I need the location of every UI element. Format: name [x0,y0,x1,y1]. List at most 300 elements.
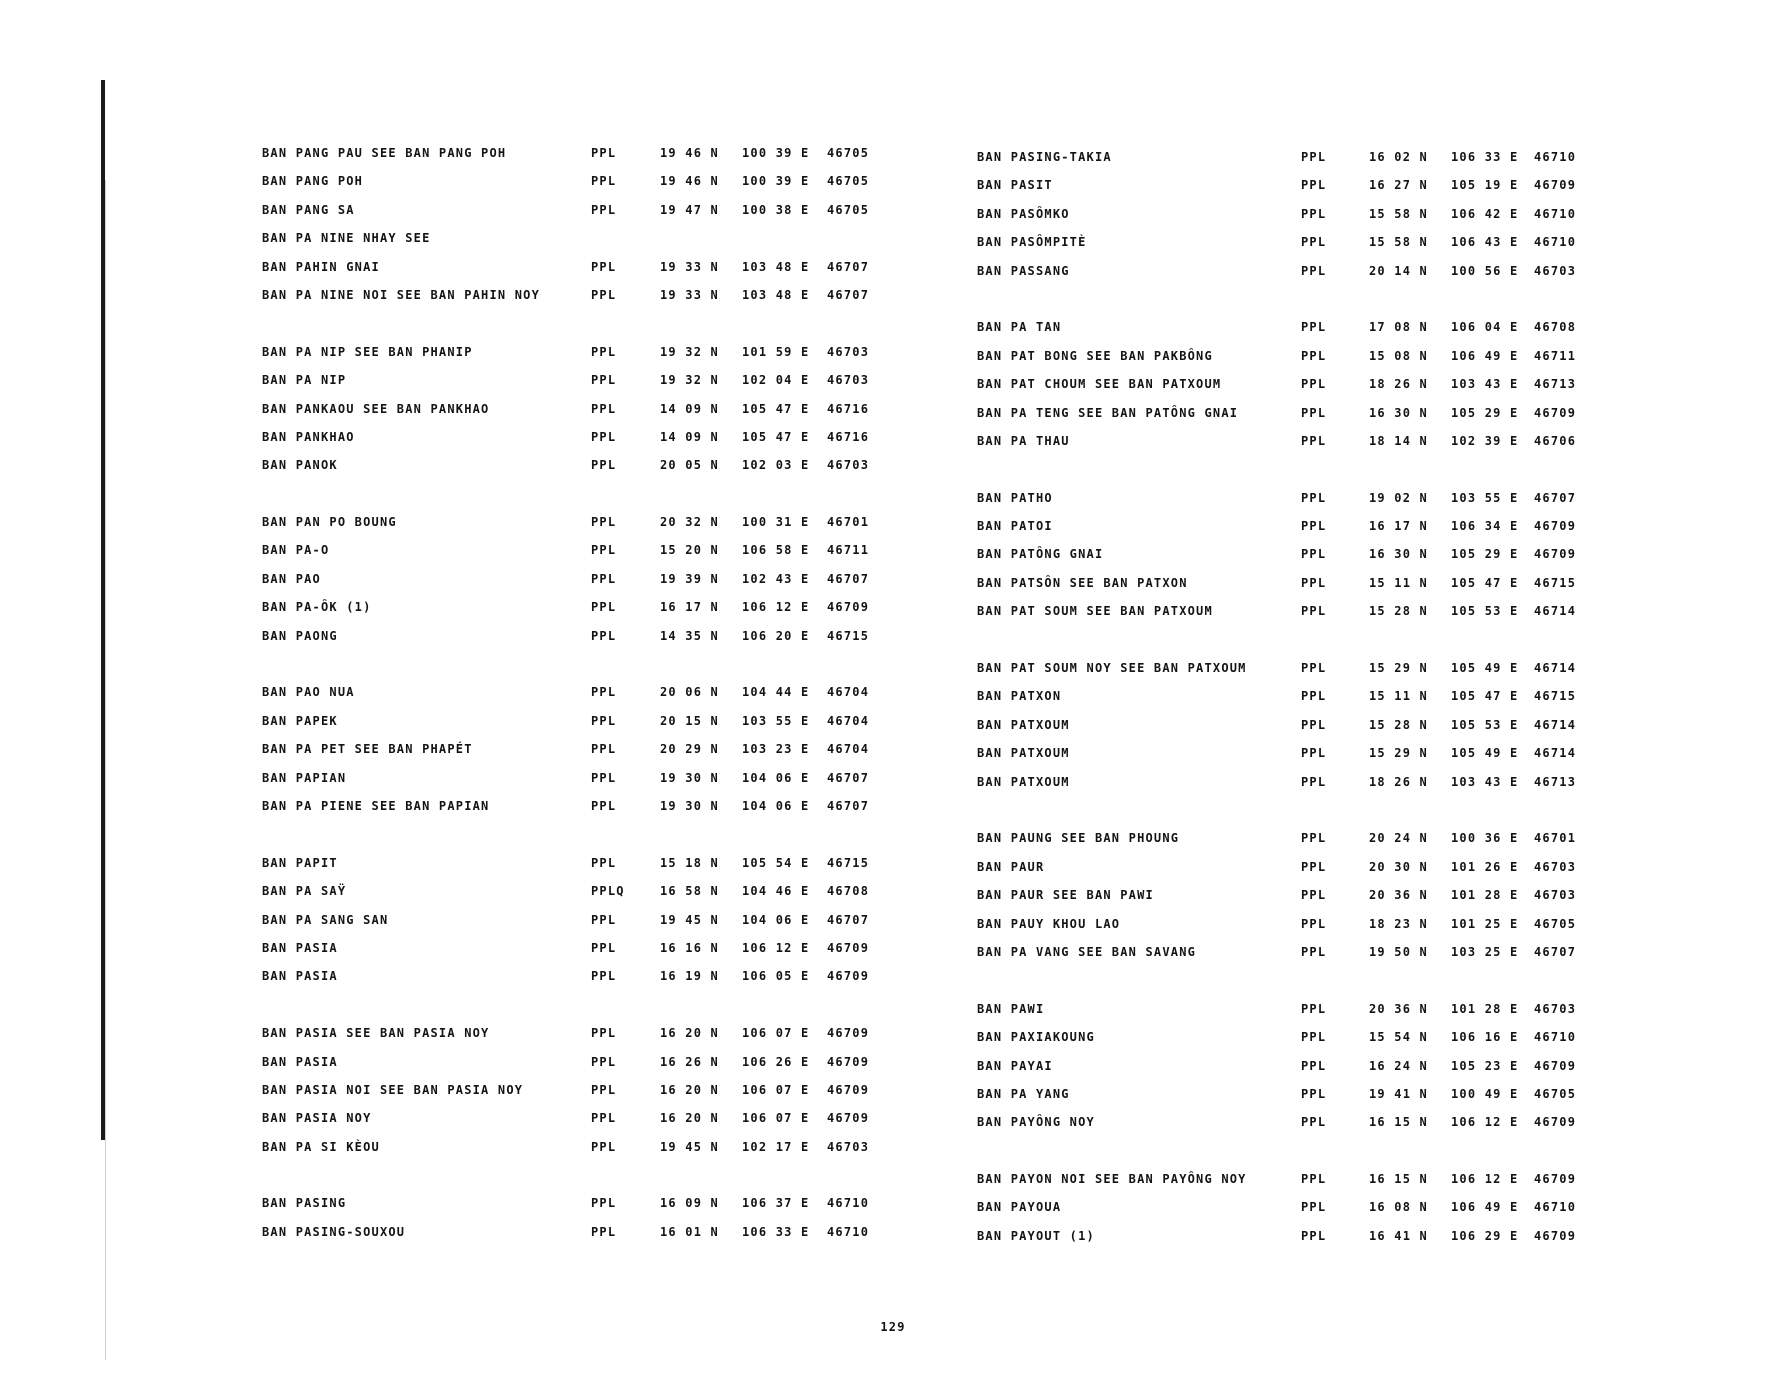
feature-class: PPL [591,344,617,359]
gazetteer-entry [977,1002,1597,1030]
map-sheet-number: 46705 [1534,1086,1577,1101]
gazetteer-entry [262,345,902,373]
gazetteer-entry [977,1059,1597,1087]
place-name: BAN PAYAI [977,1058,1053,1073]
gazetteer-entry [977,150,1597,178]
gazetteer-entry [977,1229,1597,1257]
gazetteer-right-column [977,150,1597,1257]
longitude: 105 47 E [1451,575,1519,590]
longitude: 106 12 E [1451,1172,1519,1187]
gazetteer-entry [977,377,1597,405]
longitude: 106 43 E [1451,235,1519,250]
gazetteer-entry [262,572,902,600]
place-name: BAN PAT CHOUM SEE BAN PATXOUM [977,377,1222,392]
feature-class: PPL [591,685,617,700]
place-name: BAN PAYON NOI SEE BAN PAYÔNG NOY [977,1172,1247,1187]
gazetteer-entry [977,831,1597,859]
place-name: BAN PATXOUM [977,746,1070,761]
latitude: 16 20 N [660,1111,719,1126]
feature-class: PPL [591,287,617,302]
latitude: 19 45 N [660,912,719,927]
feature-class: PPL [591,628,617,643]
longitude: 106 16 E [1451,1030,1519,1045]
feature-class: PPL [591,912,617,927]
place-name: BAN PAT SOUM NOY SEE BAN PATXOUM [977,661,1247,676]
gazetteer-entry [262,1083,902,1111]
longitude: 106 20 E [742,628,810,643]
gazetteer-entry [977,746,1597,774]
longitude: 101 28 E [1451,1001,1519,1016]
gazetteer-entry [262,458,902,486]
map-sheet-number: 46704 [827,742,870,757]
gazetteer-entry [977,491,1597,519]
gazetteer-entry [262,373,902,401]
place-name: BAN PANG PAU SEE BAN PANG POH [262,146,507,160]
longitude: 102 03 E [742,458,810,473]
latitude: 18 14 N [1369,433,1428,448]
latitude: 19 41 N [1369,1086,1428,1101]
feature-class: PPL [1301,519,1327,534]
longitude: 106 33 E [1451,150,1519,164]
latitude: 19 50 N [1369,944,1428,959]
map-sheet-number: 46705 [827,174,870,189]
map-sheet-number: 46716 [827,401,870,416]
gazetteer-entry [262,941,902,969]
gazetteer-entry [262,515,902,543]
gazetteer-entry [262,402,902,430]
longitude: 101 59 E [742,344,810,359]
latitude: 16 09 N [660,1196,719,1211]
feature-class: PPL [591,1224,617,1239]
feature-class: PPL [1301,888,1327,903]
map-sheet-number: 46707 [827,798,870,813]
latitude: 19 30 N [660,770,719,785]
feature-class: PPL [1301,178,1327,193]
map-sheet-number: 46703 [1534,1001,1577,1016]
place-name: BAN PA SANG SAN [262,912,389,927]
feature-class: PPL [591,146,617,160]
feature-class: PPL [1301,944,1327,959]
feature-class: PPL [1301,1172,1327,1187]
latitude: 16 19 N [660,969,719,984]
map-sheet-number: 46705 [827,146,870,160]
map-sheet-number: 46707 [827,770,870,785]
longitude: 104 44 E [742,685,810,700]
latitude: 16 41 N [1369,1228,1428,1243]
place-name: BAN PASIA SEE BAN PASIA NOY [262,1026,490,1041]
map-sheet-number: 46704 [827,713,870,728]
gazetteer-entry [977,718,1597,746]
map-sheet-number: 46709 [1534,1115,1577,1130]
place-name: BAN PA NIP SEE BAN PHANIP [262,344,473,359]
place-name: BAN PASÔMPITÈ [977,235,1087,250]
feature-class: PPL [1301,1086,1327,1101]
feature-class: PPL [591,600,617,615]
feature-class: PPL [1301,774,1327,789]
gazetteer-entry [262,714,902,742]
map-sheet-number: 46707 [827,287,870,302]
map-sheet-number: 46707 [827,571,870,586]
place-name: BAN PAO NUA [262,685,355,700]
feature-class: PPL [1301,604,1327,619]
page-number: 129 [880,1320,906,1334]
latitude: 16 58 N [660,884,719,899]
longitude: 106 49 E [1451,348,1519,363]
latitude: 19 32 N [660,373,719,388]
map-sheet-number: 46701 [827,515,870,530]
longitude: 103 48 E [742,259,810,274]
place-name: BAN PAXIAKOUNG [977,1030,1095,1045]
map-sheet-number: 46706 [1534,433,1577,448]
latitude: 19 33 N [660,287,719,302]
latitude: 19 02 N [1369,490,1428,505]
feature-class: PPL [1301,575,1327,590]
latitude: 16 02 N [1369,150,1428,164]
map-sheet-number: 46709 [827,1026,870,1041]
place-name: BAN PATXOUM [977,774,1070,789]
latitude: 16 24 N [1369,1058,1428,1073]
feature-class: PPL [1301,150,1327,164]
place-name: BAN PANOK [262,458,338,473]
place-name: BAN PATXOUM [977,717,1070,732]
latitude: 15 58 N [1369,235,1428,250]
latitude: 15 54 N [1369,1030,1428,1045]
feature-class: PPL [591,174,617,189]
latitude: 16 27 N [1369,178,1428,193]
feature-class: PPL [591,713,617,728]
feature-class: PPL [591,543,617,558]
longitude: 105 53 E [1451,604,1519,619]
longitude: 106 07 E [742,1026,810,1041]
gazetteer-entry [262,288,902,316]
longitude: 106 12 E [742,600,810,615]
longitude: 101 28 E [1451,888,1519,903]
gazetteer-entry [977,860,1597,888]
feature-class: PPL [591,515,617,530]
gazetteer-entry [977,178,1597,206]
gazetteer-entry [262,231,902,259]
longitude: 105 47 E [742,429,810,444]
feature-class: PPL [591,259,617,274]
place-name: BAN PA NINE NHAY SEE [262,231,431,246]
map-sheet-number: 46716 [827,429,870,444]
feature-class: PPLQ [591,884,625,899]
gazetteer-entry [977,1087,1597,1115]
longitude: 106 58 E [742,543,810,558]
latitude: 19 47 N [660,202,719,217]
gazetteer-left-column [262,146,902,1253]
feature-class: PPL [591,770,617,785]
map-sheet-number: 46709 [1534,1172,1577,1187]
latitude: 16 26 N [660,1054,719,1069]
longitude: 103 43 E [1451,377,1519,392]
latitude: 15 20 N [660,543,719,558]
place-name: BAN PA TENG SEE BAN PATÔNG GNAI [977,405,1239,420]
feature-class: PPL [1301,1200,1327,1215]
feature-class: PPL [1301,377,1327,392]
gazetteer-entry [977,264,1597,292]
longitude: 106 12 E [1451,1115,1519,1130]
latitude: 19 30 N [660,798,719,813]
place-name: BAN PAWI [977,1001,1045,1016]
gazetteer-entry [977,689,1597,717]
latitude: 20 06 N [660,685,719,700]
longitude: 102 17 E [742,1139,810,1154]
place-name: BAN PANKHAO [262,429,355,444]
latitude: 20 05 N [660,458,719,473]
place-name: BAN PAONG [262,628,338,643]
map-sheet-number: 46709 [827,600,870,615]
gazetteer-entry [262,1026,902,1054]
place-name: BAN PAT BONG SEE BAN PAKBÔNG [977,348,1213,363]
gazetteer-entry [262,1196,902,1224]
latitude: 20 32 N [660,515,719,530]
place-name: BAN PAPIAN [262,770,347,785]
latitude: 15 18 N [660,855,719,870]
gazetteer-entry [262,146,902,174]
place-name: BAN PA YANG [977,1086,1070,1101]
gazetteer-entry [977,235,1597,263]
map-sheet-number: 46710 [1534,1200,1577,1215]
longitude: 106 42 E [1451,206,1519,221]
feature-class: PPL [591,458,617,473]
place-name: BAN PA TAN [977,320,1062,335]
latitude: 18 26 N [1369,774,1428,789]
feature-class: PPL [1301,547,1327,562]
gazetteer-entry [977,207,1597,235]
feature-class: PPL [591,855,617,870]
feature-class: PPL [591,1082,617,1097]
place-name: BAN PASIA [262,969,338,984]
gazetteer-entry [262,174,902,202]
longitude: 106 12 E [742,940,810,955]
gazetteer-entry [262,600,902,628]
longitude: 102 43 E [742,571,810,586]
feature-class: PPL [1301,320,1327,335]
gazetteer-entry [262,430,902,458]
place-name: BAN PATSÔN SEE BAN PATXON [977,575,1188,590]
map-sheet-number: 46714 [1534,746,1577,761]
map-sheet-number: 46703 [1534,263,1577,278]
longitude: 105 53 E [1451,717,1519,732]
longitude: 103 48 E [742,287,810,302]
map-sheet-number: 46710 [1534,235,1577,250]
map-sheet-number: 46708 [1534,320,1577,335]
longitude: 100 31 E [742,515,810,530]
latitude: 15 58 N [1369,206,1428,221]
place-name: BAN PASÔMKO [977,206,1070,221]
longitude: 103 25 E [1451,944,1519,959]
feature-class: PPL [1301,1115,1327,1130]
map-sheet-number: 46710 [827,1196,870,1211]
latitude: 16 30 N [1369,405,1428,420]
place-name: BAN PAT SOUM SEE BAN PATXOUM [977,604,1213,619]
feature-class: PPL [1301,235,1327,250]
feature-class: PPL [1301,1001,1327,1016]
place-name: BAN PANG SA [262,202,355,217]
place-name: BAN PAYÔNG NOY [977,1115,1095,1130]
feature-class: PPL [1301,348,1327,363]
gazetteer-entry [977,945,1597,973]
map-sheet-number: 46709 [1534,178,1577,193]
longitude: 106 29 E [1451,1228,1519,1243]
place-name: BAN PASING-SOUXOU [262,1224,406,1239]
gazetteer-entry [262,1225,902,1253]
map-sheet-number: 46709 [1534,405,1577,420]
gazetteer-entry [977,1030,1597,1058]
feature-class: PPL [591,742,617,757]
longitude: 100 39 E [742,146,810,160]
place-name: BAN PA PET SEE BAN PHAPÉT [262,742,473,757]
feature-class: PPL [1301,433,1327,448]
latitude: 20 24 N [1369,831,1428,846]
map-sheet-number: 46708 [827,884,870,899]
place-name: BAN PA NIP [262,373,347,388]
map-sheet-number: 46715 [1534,575,1577,590]
place-name: BAN PAHIN GNAI [262,259,380,274]
map-sheet-number: 46715 [1534,689,1577,704]
scan-edge-line [105,180,106,1360]
feature-class: PPL [591,429,617,444]
feature-class: PPL [591,1054,617,1069]
latitude: 18 23 N [1369,916,1428,931]
latitude: 15 28 N [1369,717,1428,732]
place-name: BAN PAPIT [262,855,338,870]
longitude: 101 26 E [1451,859,1519,874]
longitude: 106 49 E [1451,1200,1519,1215]
map-sheet-number: 46703 [827,344,870,359]
longitude: 104 46 E [742,884,810,899]
latitude: 16 17 N [660,600,719,615]
latitude: 16 15 N [1369,1172,1428,1187]
longitude: 106 26 E [742,1054,810,1069]
gazetteer-entry [977,1172,1597,1200]
feature-class: PPL [1301,831,1327,846]
feature-class: PPL [1301,1030,1327,1045]
map-sheet-number: 46703 [827,458,870,473]
place-name: BAN PATOI [977,519,1053,534]
place-name: BAN PAUNG SEE BAN PHOUNG [977,831,1180,846]
feature-class: PPL [591,1111,617,1126]
gazetteer-entry [977,349,1597,377]
longitude: 100 38 E [742,202,810,217]
latitude: 19 39 N [660,571,719,586]
map-sheet-number: 46709 [827,1054,870,1069]
feature-class: PPL [1301,263,1327,278]
map-sheet-number: 46707 [1534,490,1577,505]
latitude: 20 36 N [1369,1001,1428,1016]
longitude: 103 23 E [742,742,810,757]
longitude: 103 43 E [1451,774,1519,789]
feature-class: PPL [591,571,617,586]
map-sheet-number: 46703 [1534,888,1577,903]
map-sheet-number: 46709 [827,1082,870,1097]
map-sheet-number: 46711 [1534,348,1577,363]
place-name: BAN PANKAOU SEE BAN PANKHAO [262,401,490,416]
latitude: 20 36 N [1369,888,1428,903]
map-sheet-number: 46710 [1534,150,1577,164]
gazetteer-entry [262,1111,902,1139]
gazetteer-entry [977,320,1597,348]
place-name: BAN PA SI KÈOU [262,1139,380,1154]
map-sheet-number: 46704 [827,685,870,700]
latitude: 16 08 N [1369,1200,1428,1215]
place-name: BAN PA SAŸ [262,884,347,899]
longitude: 100 56 E [1451,263,1519,278]
map-sheet-number: 46713 [1534,377,1577,392]
gazetteer-entry [977,917,1597,945]
gazetteer-entry [977,888,1597,916]
place-name: BAN PATXON [977,689,1062,704]
longitude: 105 49 E [1451,746,1519,761]
gazetteer-entry [262,969,902,997]
map-sheet-number: 46709 [827,1111,870,1126]
latitude: 15 28 N [1369,604,1428,619]
feature-class: PPL [1301,746,1327,761]
longitude: 106 07 E [742,1111,810,1126]
longitude: 105 29 E [1451,547,1519,562]
place-name: BAN PASING [262,1196,347,1211]
place-name: BAN PATÔNG GNAI [977,547,1104,562]
place-name: BAN PASIA [262,1054,338,1069]
longitude: 104 06 E [742,912,810,927]
map-sheet-number: 46713 [1534,774,1577,789]
map-sheet-number: 46707 [827,912,870,927]
longitude: 103 55 E [1451,490,1519,505]
map-sheet-number: 46714 [1534,604,1577,619]
latitude: 20 30 N [1369,859,1428,874]
gazetteer-entry [977,434,1597,462]
map-sheet-number: 46701 [1534,831,1577,846]
map-sheet-number: 46714 [1534,717,1577,732]
longitude: 106 05 E [742,969,810,984]
feature-class: PPL [591,969,617,984]
latitude: 19 32 N [660,344,719,359]
feature-class: PPL [1301,859,1327,874]
map-sheet-number: 46709 [1534,1058,1577,1073]
longitude: 101 25 E [1451,916,1519,931]
map-sheet-number: 46709 [1534,519,1577,534]
feature-class: PPL [1301,1228,1327,1243]
gazetteer-entry [262,799,902,827]
map-sheet-number: 46705 [827,202,870,217]
latitude: 15 11 N [1369,689,1428,704]
latitude: 14 09 N [660,401,719,416]
place-name: BAN PAO [262,571,321,586]
latitude: 16 20 N [660,1082,719,1097]
gazetteer-entry [262,543,902,571]
longitude: 102 04 E [742,373,810,388]
feature-class: PPL [591,940,617,955]
gazetteer-entry [262,913,902,941]
map-sheet-number: 46705 [1534,916,1577,931]
gazetteer-entry [262,685,902,713]
map-sheet-number: 46710 [1534,1030,1577,1045]
gazetteer-entry [977,547,1597,575]
longitude: 106 34 E [1451,519,1519,534]
map-sheet-number: 46703 [827,1139,870,1154]
longitude: 106 04 E [1451,320,1519,335]
feature-class: PPL [1301,717,1327,732]
longitude: 105 49 E [1451,661,1519,676]
map-sheet-number: 46709 [827,940,870,955]
place-name: BAN PA THAU [977,433,1070,448]
longitude: 100 49 E [1451,1086,1519,1101]
feature-class: PPL [591,202,617,217]
gazetteer-entry [977,775,1597,803]
longitude: 106 33 E [742,1224,810,1239]
longitude: 105 47 E [1451,689,1519,704]
